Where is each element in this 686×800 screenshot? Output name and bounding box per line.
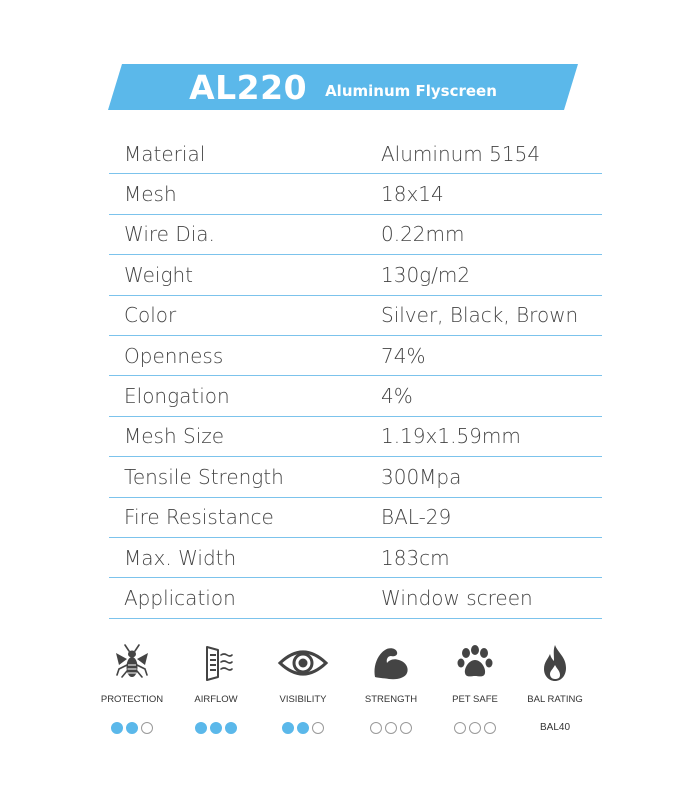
product-model: AL220 [189,67,308,107]
flame-icon [513,642,597,684]
spec-label: Wire Dia. [124,222,215,247]
rating-dots [90,721,174,735]
rating-dots [433,721,517,735]
feature-label: BAL RATING [527,694,583,705]
spec-label: Weight [124,262,193,287]
eye-icon [261,642,345,684]
rating-dot-filled [225,722,237,734]
rating-dots [174,721,258,735]
feature-ratings [90,642,600,752]
spec-row-color [109,296,602,336]
feature-pet-safe [433,642,517,735]
spec-row-weight [109,255,602,295]
spec-value: 74% [381,343,426,368]
spec-value: BAL-29 [381,505,452,530]
spec-label: Application [124,585,236,610]
rating-dot-empty [454,722,466,734]
spec-row-wire-dia [109,215,602,255]
muscle-icon [349,642,433,684]
feature-label: VISIBILITY [279,694,327,705]
spec-value: Silver, Black, Brown [381,303,579,328]
bal-rating-value: BAL40 [539,722,571,733]
rating-dots [349,721,433,735]
paw-icon [433,642,517,684]
spec-label: Material [124,141,206,166]
spec-value: Window screen [381,585,533,610]
spec-value: 183cm [381,545,450,570]
feature-strength [349,642,433,735]
spec-row-material [109,134,602,174]
feature-label: PET SAFE [452,694,498,705]
spec-row-elongation [109,376,602,416]
airflow-icon [174,642,258,684]
spec-value: Aluminum 5154 [381,141,541,166]
spec-label: Fire Resistance [124,505,274,530]
rating-dot-empty [370,722,382,734]
spec-label: Mesh [124,182,177,207]
spec-table [109,134,602,619]
feature-bal-rating [513,642,597,735]
spec-label: Tensile Strength [124,464,284,489]
product-subtitle: Aluminum Flyscreen [325,82,497,100]
insect-icon [90,642,174,684]
spec-value: 18x14 [381,182,444,207]
feature-label: AIRFLOW [194,694,238,705]
rating-dots [261,721,345,735]
spec-row-max-width [109,538,602,578]
title-banner [108,64,578,110]
spec-value: 1.19x1.59mm [381,424,521,449]
spec-label: Elongation [124,384,230,409]
rating-dot-empty [469,722,481,734]
spec-value: 130g/m2 [381,262,471,287]
spec-row-tensile-strength [109,457,602,497]
rating-dot-filled [195,722,207,734]
feature-airflow [174,642,258,735]
spec-label: Openness [124,343,224,368]
feature-label: PROTECTION [100,694,164,705]
spec-row-application [109,578,602,618]
rating-dot-filled [126,722,138,734]
rating-dot-empty [484,722,496,734]
rating-dot-empty [141,722,153,734]
spec-value: 0.22mm [381,222,465,247]
rating-dot-filled [282,722,294,734]
spec-label: Max. Width [124,545,237,570]
spec-label: Color [124,303,177,328]
spec-row-mesh-size [109,417,602,457]
spec-value: 4% [381,384,413,409]
rating-dot-filled [111,722,123,734]
rating-dot-empty [312,722,324,734]
spec-row-fire-resistance [109,498,602,538]
spec-row-openness [109,336,602,376]
feature-label: STRENGTH [364,694,418,705]
rating-dot-empty [400,722,412,734]
feature-protection [90,642,174,735]
feature-visibility [261,642,345,735]
rating-dot-empty [385,722,397,734]
rating-dot-filled [297,722,309,734]
spec-label: Mesh Size [124,424,225,449]
spec-row-mesh [109,174,602,214]
spec-value: 300Mpa [381,464,462,489]
rating-dot-filled [210,722,222,734]
